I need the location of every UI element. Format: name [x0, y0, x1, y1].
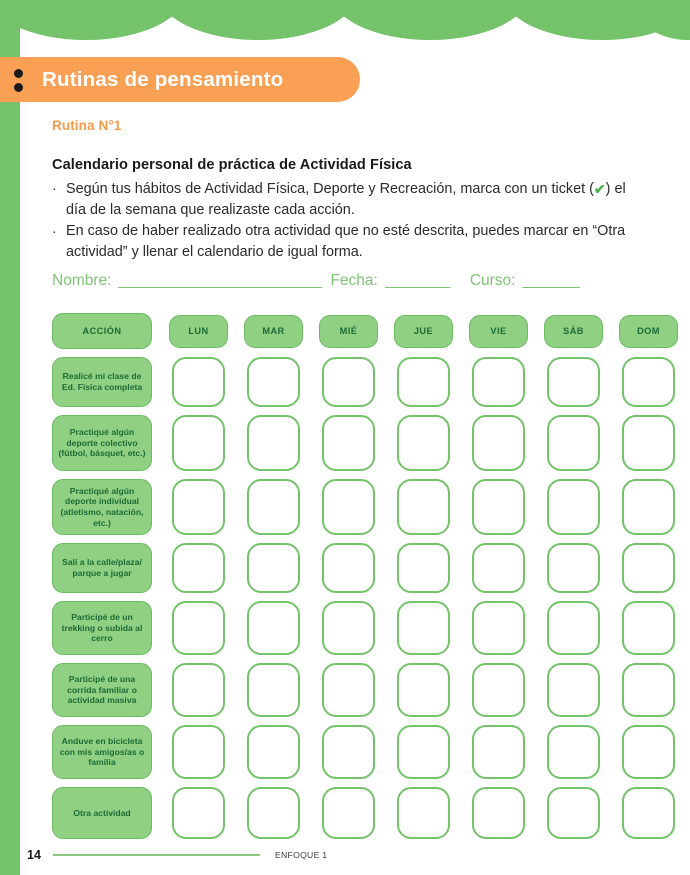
scalloped-top-band: [0, 0, 690, 42]
checkbox-cell[interactable]: [172, 725, 225, 779]
calendar-row: [52, 725, 652, 779]
activity-calendar-table: [52, 313, 660, 847]
calendar-header-day-mar: MAR: [244, 315, 303, 348]
checkbox-cell[interactable]: [547, 787, 600, 839]
left-green-strip: [0, 0, 20, 875]
page-footer: [0, 843, 690, 867]
checkbox-cell[interactable]: [547, 415, 600, 471]
instruction-item: [52, 221, 634, 262]
calendar-row: [52, 479, 652, 535]
checkbox-cell[interactable]: [397, 543, 450, 593]
checkbox-cell[interactable]: [247, 543, 300, 593]
checkbox-cell[interactable]: [322, 479, 375, 535]
checkbox-cell[interactable]: [322, 787, 375, 839]
checkbox-cell[interactable]: [472, 415, 525, 471]
page-number: 14: [27, 848, 41, 862]
fecha-label: Fecha:: [330, 272, 378, 289]
instruction-text: En caso de haber realizado otra actividad que no esté descrita, puedes marcar en “Otra actividad” y llenar el calendario de igual forma.: [66, 223, 626, 260]
curso-label: Curso:: [469, 272, 516, 289]
checkbox-cell[interactable]: [247, 357, 300, 407]
activity-label-cell: Anduve en bicicleta con mis amigos/as o familia: [52, 725, 152, 779]
calendar-row: [52, 543, 652, 593]
calendar-row: [52, 415, 652, 471]
checkbox-cell[interactable]: [397, 479, 450, 535]
checkbox-cell[interactable]: [397, 601, 450, 655]
checkbox-cell[interactable]: [397, 725, 450, 779]
badge-title-text: Rutinas de pensamiento: [42, 67, 284, 91]
calendar-header-row: [52, 313, 660, 349]
calendar-header-day-vie: VIE: [469, 315, 528, 348]
checkbox-cell[interactable]: [247, 479, 300, 535]
checkbox-cell[interactable]: [622, 479, 675, 535]
checkbox-cell[interactable]: [172, 357, 225, 407]
checkbox-cell[interactable]: [547, 543, 600, 593]
activity-label-cell: Participé de un trekking o subida al cerro: [52, 601, 152, 655]
activity-label-cell: Salí a la calle/plaza/ parque a jugar: [52, 543, 152, 593]
checkbox-cell[interactable]: [322, 725, 375, 779]
checkbox-cell[interactable]: [472, 725, 525, 779]
checkbox-cell[interactable]: [397, 663, 450, 717]
checkbox-cell[interactable]: [622, 601, 675, 655]
calendar-header-day-jue: JUE: [394, 315, 453, 348]
checkbox-cell[interactable]: [472, 357, 525, 407]
checkbox-cell[interactable]: [172, 479, 225, 535]
identity-fields-row: [52, 272, 630, 290]
activity-label-cell: Participé de una corrida familiar o actividad masiva: [52, 663, 152, 717]
checkbox-cell[interactable]: [472, 543, 525, 593]
instruction-text-part1: Según tus hábitos de Actividad Física, Deporte y Recreación, marca con un ticket (: [66, 181, 594, 197]
checkbox-cell[interactable]: [472, 787, 525, 839]
checkbox-cell[interactable]: [622, 663, 675, 717]
checkbox-cell[interactable]: [547, 601, 600, 655]
fecha-input-rule[interactable]: ________: [384, 272, 450, 289]
checkbox-cell[interactable]: [322, 415, 375, 471]
section-heading: Calendario personal de práctica de Actividad Física: [52, 157, 412, 173]
checkbox-cell[interactable]: [397, 357, 450, 407]
checkbox-cell[interactable]: [397, 787, 450, 839]
calendar-row: [52, 663, 652, 717]
checkbox-cell[interactable]: [622, 725, 675, 779]
checkbox-cell[interactable]: [172, 601, 225, 655]
checkbox-cell[interactable]: [622, 543, 675, 593]
calendar-row: [52, 357, 652, 407]
activity-label-cell: Practiqué algún deporte colectivo (fútbol, básquet, etc.): [52, 415, 152, 471]
activity-label-cell: Realicé mi clase de Ed. Física completa: [52, 357, 152, 407]
checkbox-cell[interactable]: [622, 357, 675, 407]
checkbox-cell[interactable]: [472, 663, 525, 717]
checkbox-cell[interactable]: [472, 601, 525, 655]
routine-title-badge: [0, 57, 360, 102]
calendar-row: [52, 787, 652, 839]
checkbox-cell[interactable]: [472, 479, 525, 535]
instruction-list: [52, 178, 634, 263]
checkbox-cell[interactable]: [322, 601, 375, 655]
checkbox-cell[interactable]: [547, 725, 600, 779]
checkbox-cell[interactable]: [322, 543, 375, 593]
footer-divider-line: [53, 854, 260, 856]
checkbox-cell[interactable]: [247, 663, 300, 717]
bullet-marker-icon: ·: [52, 180, 57, 196]
calendar-header-day-lun: LUN: [169, 315, 228, 348]
checkbox-cell[interactable]: [172, 663, 225, 717]
checkbox-cell[interactable]: [172, 415, 225, 471]
checkbox-cell[interactable]: [547, 663, 600, 717]
calendar-header-action: ACCIÓN: [52, 313, 152, 349]
checkbox-cell[interactable]: [322, 357, 375, 407]
checkbox-cell[interactable]: [172, 543, 225, 593]
instruction-item: [52, 178, 634, 220]
footer-section-label: ENFOQUE 1: [275, 850, 328, 860]
checkbox-cell[interactable]: [622, 415, 675, 471]
checkbox-cell[interactable]: [247, 787, 300, 839]
checkbox-cell[interactable]: [247, 415, 300, 471]
checkbox-cell[interactable]: [172, 787, 225, 839]
instruction-text-part2: ) el día de la semana que realizaste cada acción.: [66, 181, 626, 218]
bullet-marker-icon: ·: [52, 223, 57, 239]
nombre-input-rule[interactable]: _________________________: [118, 272, 322, 289]
checkbox-cell[interactable]: [247, 725, 300, 779]
checkbox-cell[interactable]: [397, 415, 450, 471]
curso-input-rule[interactable]: _______: [522, 272, 580, 289]
instruction-text: [66, 178, 634, 220]
calendar-header-day-mié: MIÉ: [319, 315, 378, 348]
checkbox-cell[interactable]: [547, 479, 600, 535]
checkbox-cell[interactable]: [622, 787, 675, 839]
routine-number-label: Rutina N°1: [52, 118, 122, 133]
calendar-row: [52, 601, 652, 655]
nombre-label: Nombre:: [52, 272, 112, 289]
badge-dots-icon: [0, 57, 42, 102]
activity-label-cell: Practiqué algún deporte individual (atletismo, natación, etc.): [52, 479, 152, 535]
checkbox-cell[interactable]: [322, 663, 375, 717]
checkbox-cell[interactable]: [547, 357, 600, 407]
activity-label-cell: Otra actividad: [52, 787, 152, 839]
calendar-header-day-sáb: SÁB: [544, 315, 603, 348]
checkbox-cell[interactable]: [247, 601, 300, 655]
calendar-header-day-dom: DOM: [619, 315, 678, 348]
check-mark-icon: ✔: [593, 181, 606, 197]
